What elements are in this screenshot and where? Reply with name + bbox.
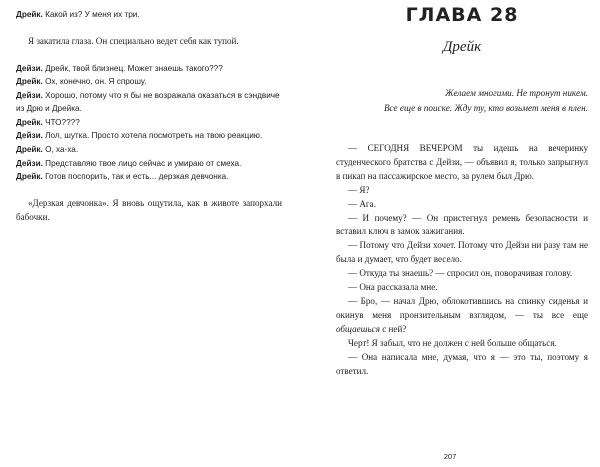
chat-text: Представляю твое лицо сейчас и умираю от смеха. [42, 158, 242, 168]
body-paragraph: — Ага. [348, 198, 376, 209]
chat-text: Дрейк, твой близнец. Может знаешь такого??? [42, 63, 223, 73]
body-text: — Бро, — начал Дрю, облокотившись на спинку сиденья и окинув меня пронзительным взглядом, — ты все еще [336, 295, 588, 320]
emphasis-text: общаешься [336, 323, 380, 334]
narration-paragraph: Я закатила глаза. Он специально ведет себя как тупой. [28, 35, 239, 46]
body-text: ты идешь на вечеринку студенческого братства с Дейзи, — объявил я, только запрыгнул в пикап на пассажирское место, за рулем был Дрю. [336, 143, 588, 181]
chat-text: Хорошо, потому что я бы не возражала оказаться в сэндвиче из Дрю и Дрейка. [16, 90, 280, 114]
chat-speaker: Дейзи. [16, 90, 43, 100]
chat-speaker: Дейзи. [16, 158, 43, 168]
chat-top [16, 8, 282, 22]
narration-paragraph: «Дерзкая девчонка». Я вновь ощутила, как в животе запорхали бабочки. [16, 197, 282, 222]
body-paragraph: — И почему? — Он пристегнул ремень безопасности и вставил ключ в замок зажигания. [336, 212, 588, 237]
body-text: с ней? [379, 323, 407, 334]
body-paragraph: — Она рассказала мне. [348, 282, 438, 293]
chat-speaker: Дрейк. [16, 117, 43, 127]
chat-speaker: Дрейк. [16, 77, 43, 87]
chat-speaker: Дрейк. [16, 172, 43, 182]
chat-text: ЧТО???? [42, 117, 80, 127]
chapter-body [336, 142, 588, 378]
chat-speaker: Дрейк. [16, 145, 43, 155]
chat-log [16, 62, 282, 184]
chat-speaker: Дрейк. [16, 10, 43, 19]
chat-speaker: Дейзи. [16, 131, 43, 141]
chat-message [16, 8, 282, 22]
chat-message [16, 170, 282, 184]
chapter-title: ГЛАВА 28 [405, 4, 519, 26]
body-paragraph [336, 142, 588, 184]
body-paragraph [336, 295, 588, 337]
chat-message [16, 89, 282, 116]
body-paragraph: — Она написала мне, думая, что я — это ты, поэтому я ответил. [336, 351, 588, 376]
body-paragraph: Черт! Я забыл, что не должен с ней больше общаться. [348, 337, 557, 348]
body-paragraph: — Откуда ты знаешь? — спросил он, поворачивая голову. [348, 268, 573, 279]
chat-message [16, 157, 282, 171]
body-paragraph: — Потому что Дейзи хочет. Потому что Дейзи ни разу там не была и думает, что будет весело. [336, 240, 588, 265]
chat-text: Какой из? У меня их три. [42, 10, 140, 19]
epigraph [336, 86, 588, 115]
epigraph-line: Все еще в поиске. Жду ту, кто возьмет меня в плен. [383, 102, 588, 113]
body-paragraph: — Я? [348, 184, 370, 195]
chat-message [16, 143, 282, 157]
chat-message [16, 75, 282, 89]
opening-caps: — СЕГОДНЯ ВЕЧЕРОМ [348, 143, 463, 153]
chat-message [16, 129, 282, 143]
chat-text: О, ха-ха. [42, 145, 79, 155]
chat-message [16, 62, 282, 76]
right-page [300, 0, 600, 467]
chat-text: Готов поспорить, так и есть... дерзкая девчонка. [42, 172, 229, 182]
chat-message [16, 116, 282, 130]
chat-text: Ох, конечно, он. Я спрошу. [42, 77, 147, 87]
chapter-pov: Дрейк [442, 39, 482, 55]
chat-text: Лол, шутка. Просто хотела посмотреть на твою реакцию. [42, 131, 263, 141]
chat-speaker: Дейзи. [16, 63, 43, 73]
page-number: 207 [443, 452, 457, 461]
epigraph-line: Желаем многими. Не тронут никем. [445, 88, 588, 98]
